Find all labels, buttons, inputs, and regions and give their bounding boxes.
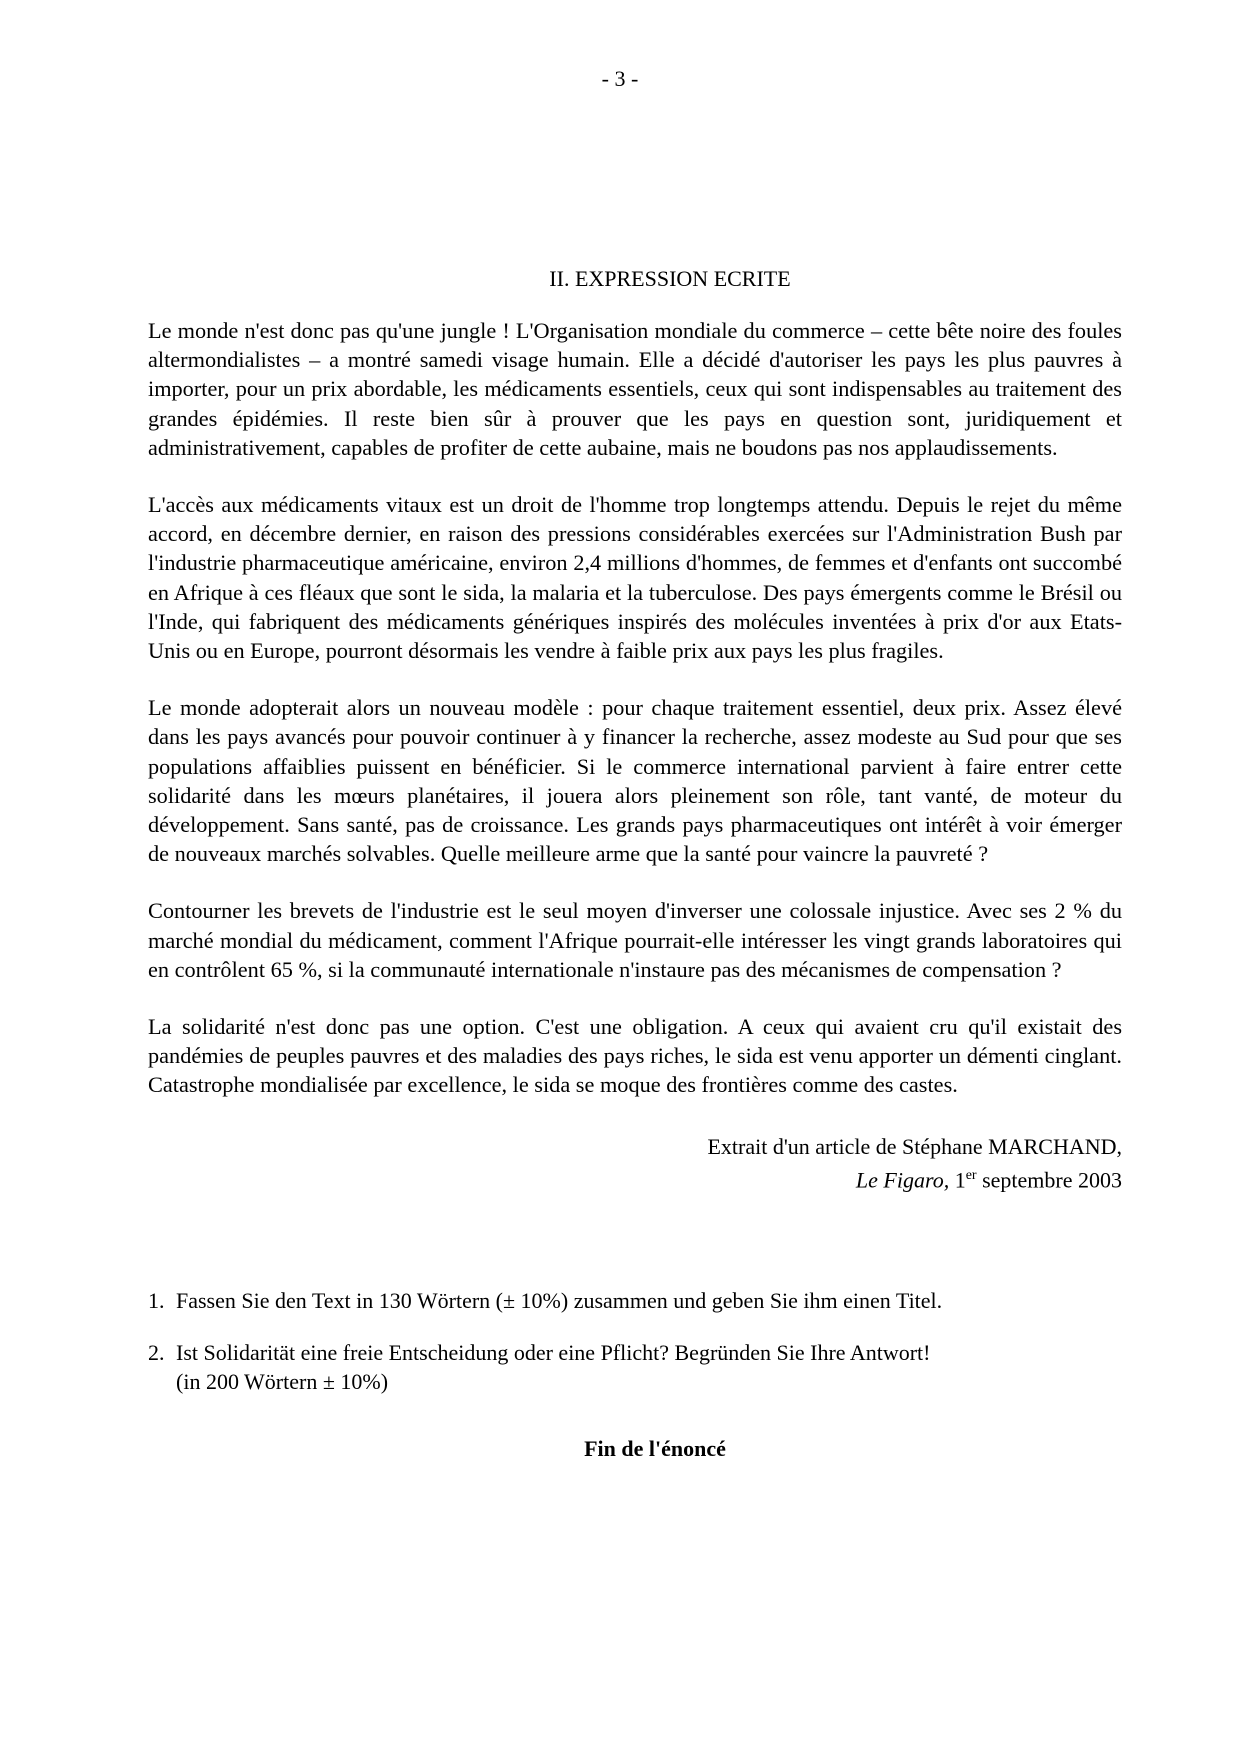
- question-number: 2.: [148, 1340, 165, 1365]
- end-note: Fin de l'énoncé: [584, 1436, 726, 1461]
- question-item: [148, 1338, 1122, 1396]
- question-list: [148, 1286, 1122, 1396]
- question-text: [176, 1286, 1122, 1315]
- document-body: [148, 264, 1122, 1462]
- attribution-source: [148, 1161, 1122, 1194]
- paragraph-5: La solidarité n'est donc pas une option. C'est une obligation. A ceux qui avaient cru qu'il existait des pandémies de peuples pauvres et des maladies des pays riches, le sida est venu apporter un démenti cinglant. Catastrophe mondialisée par excellence, le sida se moque des frontières comme des castes.: [148, 1014, 1122, 1098]
- paragraph-3: Le monde adopterait alors un nouveau modèle : pour chaque traitement essentiel, deux prix. Assez élevé dans les pays avancés pour pouvoir continuer à y financer la recherche, assez modeste au Sud pour que ses populations affaiblies puissent en bénéficier. Si le commerce international parvient à faire entrer cette solidarité dans les mœurs planétaires, il jouera alors pleinement son rôle, tant vanté, de moteur du développement. Sans santé, pas de croissance. Les grands pays pharmaceutiques ont intérêt à voir émerger de nouveaux marchés solvables. Quelle meilleure arme que la santé pour vaincre la pauvreté ?: [148, 695, 1122, 867]
- page-number: - 3 -: [601, 66, 639, 91]
- publication-day: 1: [949, 1167, 966, 1192]
- publication-name: Le Figaro,: [855, 1167, 950, 1192]
- article-attribution: [148, 1132, 1122, 1194]
- question-line: Fassen Sie den Text in 130 Wörtern (± 10%) zusammen und geben Sie ihm einen Titel.: [176, 1288, 943, 1313]
- question-line: Ist Solidarität eine freie Entscheidung oder eine Pflicht? Begründen Sie Ihre Antwort!: [176, 1340, 931, 1365]
- attribution-author: Extrait d'un article de Stéphane MARCHAND,: [707, 1133, 1122, 1159]
- paragraph-1: Le monde n'est donc pas qu'une jungle ! L'Organisation mondiale du commerce – cette bête noire des foules altermondialistes – a montré samedi visage humain. Elle a décidé d'autoriser les pays les plus pauvres à importer, pour un prix abordable, les médicaments essentiels, ceux qui sont indispensables au traitement des grandes épidémies. Il reste bien sûr à prouver que les pays en question sont, juridiquement et administrativement, capables de profiter de cette aubaine, mais ne boudons pas nos applaudissements.: [148, 318, 1122, 460]
- publication-day-suffix: er: [965, 1167, 977, 1183]
- question-item: [148, 1286, 1122, 1315]
- question-text: [176, 1338, 1122, 1396]
- publication-date-rest: septembre 2003: [976, 1167, 1122, 1192]
- paragraph-4: Contourner les brevets de l'industrie est le seul moyen d'inverser une colossale injustice. Avec ses 2 % du marché mondial du médicament, comment l'Afrique pourrait-elle intéresser les vingt grands laboratoires qui en contrôlent 65 %, si la communauté internationale n'instaure pas des mécanismes de compensation ?: [148, 898, 1122, 982]
- section-title: II. EXPRESSION ECRITE: [549, 266, 791, 291]
- question-line: (in 200 Wörtern ± 10%): [176, 1369, 389, 1394]
- paragraph-2: L'accès aux médicaments vitaux est un droit de l'homme trop longtemps attendu. Depuis le rejet du même accord, en décembre dernier, en raison des pressions considérables exercées sur l'Administration Bush par l'industrie pharmaceutique américaine, environ 2,4 millions d'hommes, de femmes et d'enfants ont succombé en Afrique à ces fléaux que sont le sida, la malaria et la tuberculose. Des pays émergents comme le Brésil ou l'Inde, qui fabriquent des médicaments génériques inspirés des molécules inventées à prix d'or aux Etats-Unis ou en Europe, pourront désormais les vendre à faible prix aux pays les plus fragiles.: [148, 492, 1122, 664]
- question-number: 1.: [148, 1288, 165, 1313]
